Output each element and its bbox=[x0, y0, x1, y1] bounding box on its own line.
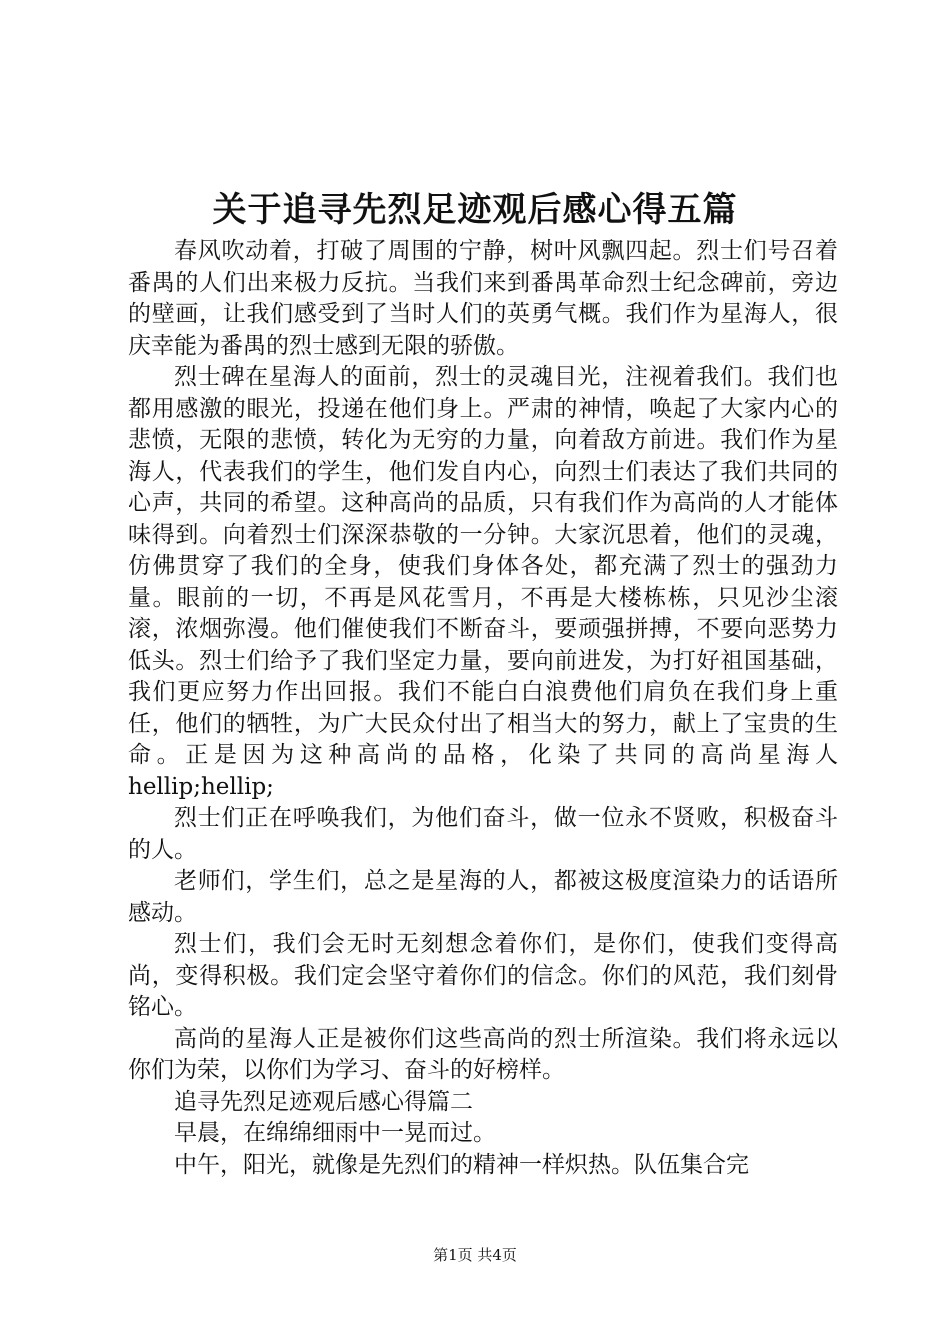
paragraph: 烈士们，我们会无时无刻想念着你们，是你们，使我们变得高尚，变得积极。我们定会坚守着你们的信念。你们的风范，我们刻骨铭心。 bbox=[128, 931, 838, 1020]
document-body bbox=[128, 236, 838, 1181]
paragraph: 高尚的星海人正是被你们这些高尚的烈士所渲染。我们将永远以你们为荣，以你们为学习、奋斗的好榜样。 bbox=[128, 1025, 838, 1083]
section-heading: 追寻先烈足迹观后感心得篇二 bbox=[174, 1088, 473, 1115]
document-title: 关于追寻先烈足迹观后感心得五篇 bbox=[212, 190, 738, 230]
paragraph: 烈士们正在呼唤我们，为他们奋斗，做一位永不贤败，积极奋斗的人。 bbox=[128, 805, 838, 863]
paragraph: 烈士碑在星海人的面前，烈士的灵魂目光，注视着我们。我们也都用感激的眼光，投递在他们身上。严肃的神情，唤起了大家内心的悲愤，无限的悲愤，转化为无穷的力量，向着敌方前进。我们作为星海人，代表我们的学生，他们发自内心，向烈士们表达了我们共同的心声，共同的希望。这种高尚的品质，只有我们作为高尚的人才能体味得到。向着烈士们深深恭敬的一分钟。大家沉思着，他们的灵魂，仿佛贯穿了我们的全身，使我们身体各处，都充满了烈士的强劲力量。眼前的一切，不再是风花雪月，不再是大楼栋栋，只见沙尘滚滚，浓烟弥漫。他们催使我们不断奋斗，要顽强拼搏，不要向恶势力低头。烈士们给予了我们坚定力量，要向前进发，为打好祖国基础，我们更应努力作出回报。我们不能白白浪费他们肩负在我们身上重任，他们的牺牲，为广大民众付出了相当大的努力，献上了宝贵的生命。正是因为这种高尚的品格，化染了共同的高尚星海人hellip;hellip; bbox=[128, 364, 838, 800]
page-footer: 第1页 共4页 bbox=[433, 1246, 517, 1264]
paragraph: 早晨，在绵绵细雨中一晃而过。 bbox=[174, 1120, 496, 1146]
paragraph: 老师们，学生们，总之是星海的人，都被这极度渲染力的话语所感动。 bbox=[128, 868, 838, 926]
paragraph: 中午，阳光，就像是先烈们的精神一样炽热。队伍集合完 bbox=[174, 1151, 749, 1178]
paragraph: 春风吹动着，打破了周围的宁静，树叶风飘四起。烈士们号召着番禺的人们出来极力反抗。当我们来到番禺革命烈士纪念碑前，旁边的壁画，让我们感受到了当时人们的英勇气概。我们作为星海人，很庆幸能为番禺的烈士感到无限的骄傲。 bbox=[128, 238, 838, 359]
